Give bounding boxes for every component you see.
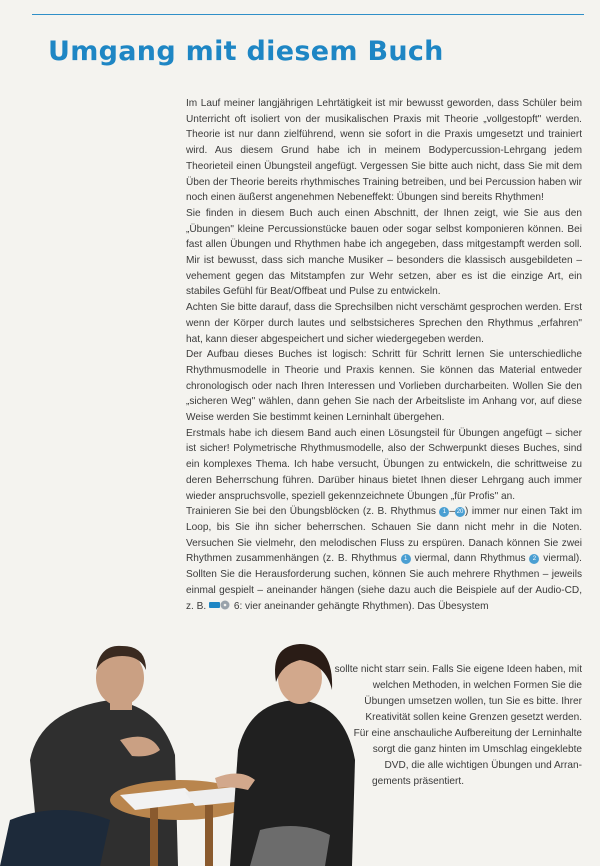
top-rule — [32, 14, 584, 15]
wrap-line: DVD, die alle wichtigen Übungen und Arran- — [384, 760, 582, 771]
wrap-line: Übungen umsetzen wollen, tun Sie es bitte. Ihrer — [364, 696, 582, 707]
wrap-line: sorgt die ganz hinten im Umschlag eingeklebte — [372, 744, 582, 755]
cd-icon — [209, 600, 231, 610]
number-badge-icon: 2 — [529, 554, 539, 564]
wrap-line: Für eine anschauliche Aufbereitung der Lerninhalte — [353, 728, 582, 739]
students-photo — [0, 630, 380, 866]
number-badge-icon: 1 — [439, 507, 449, 517]
paragraph-1: Im Lauf meiner langjährigen Lehrtätigkeit ist mir bewusst geworden, dass Schüler beim Unterricht oft isoliert von der musikalischen Praxis mit Theorie „vollgestopft" werden. Theorie ist nur dann zielführend, wenn sie sofort in die Praxis umgesetzt und trainiert wird. Aus diesem Grund habe ich in meinem Bodypercussion-Lehrgang jedem Theorieteil einen Übungsteil angefügt. Vergessen Sie bitte auch nicht, dass Sie mit dem Üben der Theorie bereits rhythmisches Training betreiben, und bei Percussion haben wir noch einen äußerst angenehmen Nebeneffekt: Übungen sind bereits Rhythmen! — [186, 98, 582, 204]
paragraph-5: Erstmals habe ich diesem Band auch einen Lösungsteil für Übungen angefügt – sicher ist sicher! Polymetrische Rhythmusmodelle, also der Schwerpunkt dieses Buches, sind ein komplexes Thema. Ich habe versucht, Übungen zu entwickeln, die schrittweise zu deren Beherrschung führen. Darüber hinaus bietet Ihnen dieser Lehrgang auch immer wieder anspruchsvolle, speziell gekennzeichnete Übungen „für Profis" an. — [186, 427, 582, 502]
wrap-line: sollte nicht starr sein. Falls Sie eigene Ideen haben, mit — [334, 664, 582, 675]
woman-figure — [215, 644, 355, 866]
body-text — [186, 96, 582, 614]
page-title: Umgang mit diesem Buch — [48, 36, 444, 67]
wrap-line: gements präsentiert. — [372, 776, 465, 787]
paragraph-4: Der Aufbau dieses Buches ist logisch: Schritt für Schritt lernen Sie unterschiedliche Rhythmusmodelle in Theorie und Praxis kennen. Sie können das Material entweder chronologisch oder nach Ihren Interessen und Vorlieben durcharbeiten. Wollen Sie den „sicheren Weg" wählen, dann gehen Sie nach der Arbeitsliste im Anhang vor, auf diese Weise werden Sie bestimmt keinen Lerninhalt übergehen. — [186, 349, 582, 424]
number-badge-icon: 20 — [456, 509, 464, 516]
paragraph-6: Trainieren Sie bei den Übungsblöcken (z. B. Rhythmus 1 – 20 ) immer nur einen Takt im Loop, bis Sie ihn sicher beherrschen. Schauen Sie dann nicht mehr in die Noten. Versuchen Sie vielmehr, den melodischen Fluss zu erspüren. Danach können Sie zwei Rhythmen zusammenhängen (z. B. Rhythmus 1 viermal, dann Rhythmus 2 viermal). Sollten Sie die Herausforderung suchen, können Sie auch mehrere Rhythmen – jeweils einmal gespielt – aneinander hängen (siehe dazu auch die Beispiele auf der Audio-CD, z. B. 6: vier aneinander gehängte Rhythmen). Das Übesystem — [186, 506, 582, 612]
paragraph-3: Achten Sie bitte darauf, dass die Sprechsilben nicht verschämt gesprochen werden. Erst wenn der Körper durch lautes und selbstsicheres Sprechen den Rhythmus „erfahren" hat, kann dieser abgespeichert und sicher wiedergegeben werden. — [186, 302, 582, 345]
paragraph-2: Sie finden in diesem Buch auch einen Abschnitt, der Ihnen zeigt, wie Sie aus den „Übungen" kleine Percussionstücke bauen oder sogar selbst komponieren können. Bei fast allen Übungen und Rhythmen habe ich angegeben, dass mitgestampft werden soll. Mir ist bewusst, dass sich manche Musiker – besonders die klassisch ausgebildeten – vehement gegen das Mitstampfen zur Wehr setzen, aber es ist die einzige Art, ein stabiles Gefühl für Beat/Offbeat und Pulse zu entwickeln. — [186, 207, 582, 298]
number-badge-icon: 1 — [401, 554, 411, 564]
wrap-line: welchen Methoden, in welchen Formen Sie die — [372, 680, 582, 691]
wrap-line: Kreativität sollen keine Grenzen gesetzt werden. — [365, 712, 582, 723]
